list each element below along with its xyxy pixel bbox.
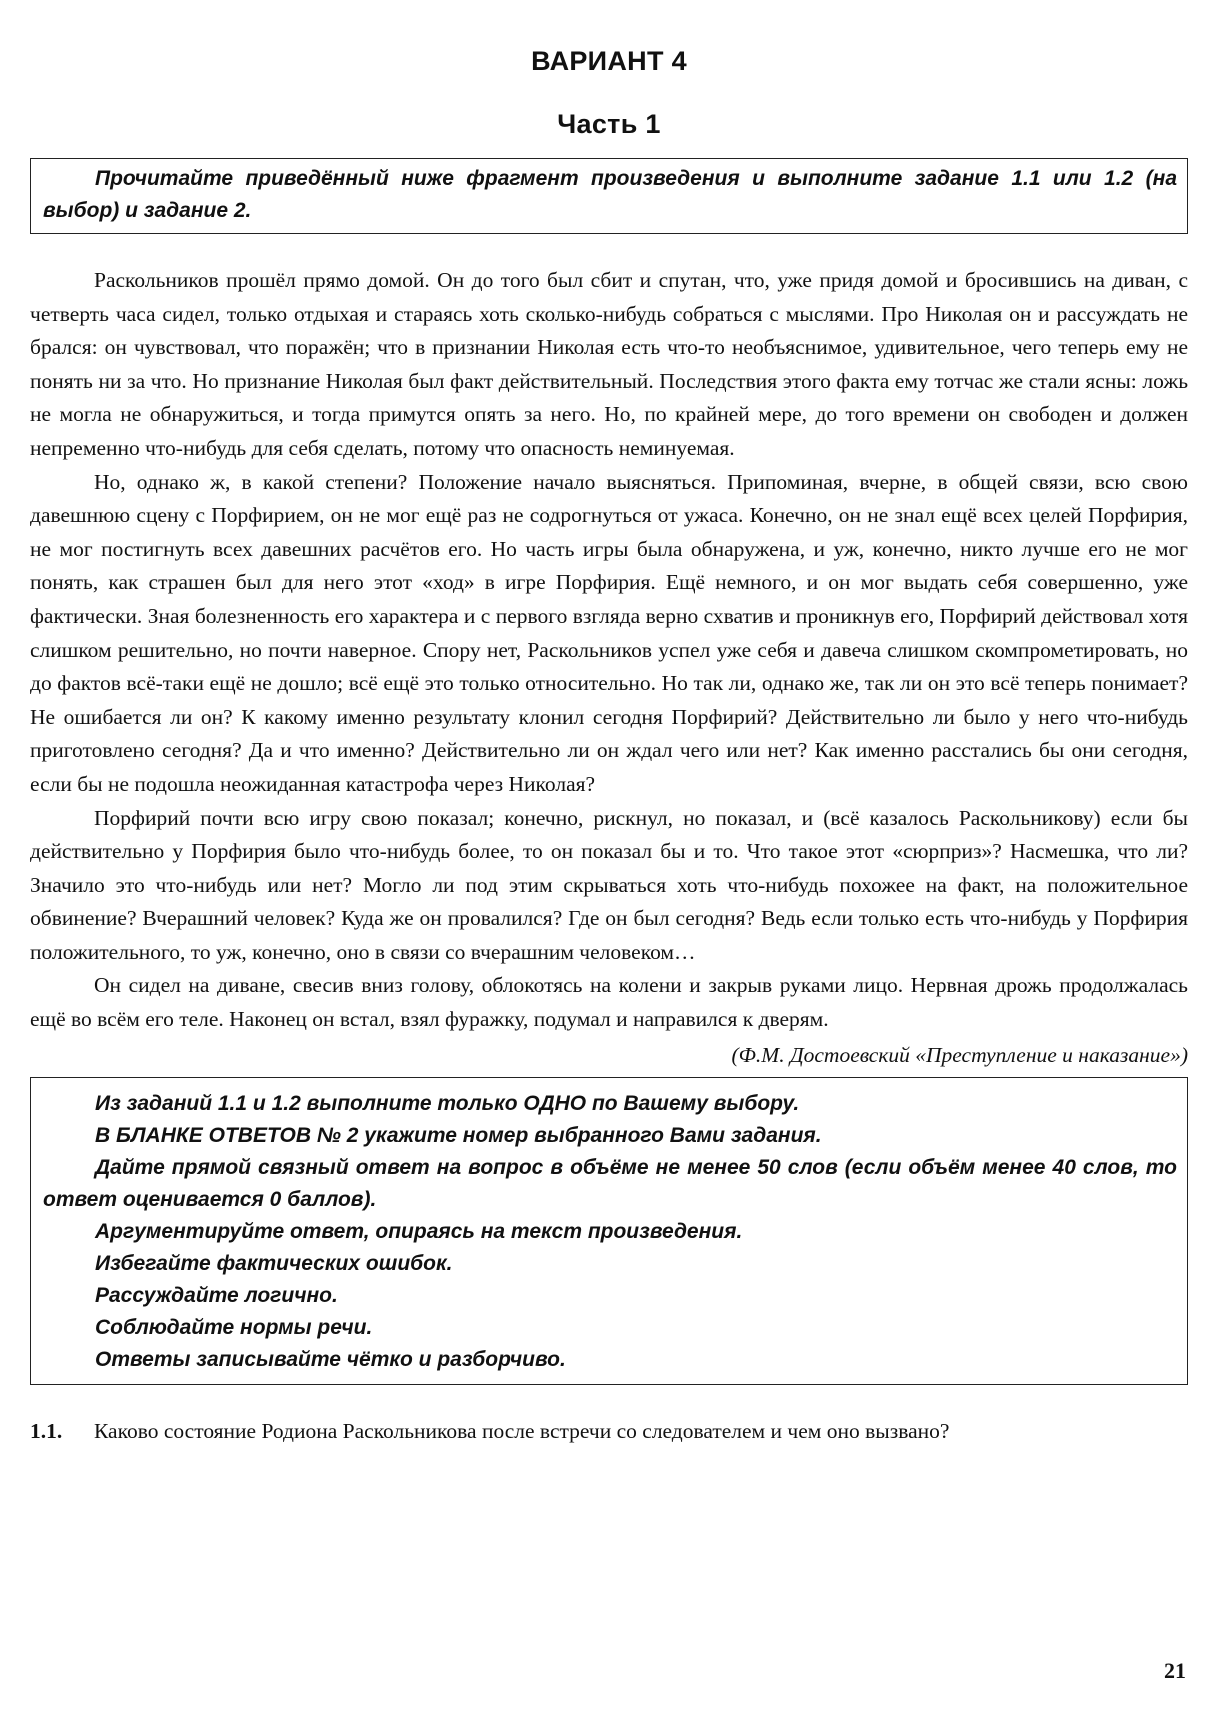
part-heading: Часть 1 [557, 109, 661, 139]
instruction-line: Соблюдайте нормы речи. [95, 1315, 373, 1339]
page-number: 21 [1164, 1658, 1186, 1683]
variant-heading: ВАРИАНТ 4 [531, 46, 687, 76]
task-intro-box: Прочитайте приведённый ниже фрагмент произведения и выполните задание 1.1 или 1.2 (на выбор) и задание 2. [30, 158, 1188, 234]
excerpt-paragraph: Он сидел на диване, свесив вниз голову, облокотясь на колени и закрыв руками лицо. Нервная дрожь продолжалась ещё во всём его теле. Наконец он встал, взял фуражку, подумал и направился к дверям. [30, 973, 1188, 1032]
document-page [30, 36, 1188, 1447]
excerpt-paragraph: Раскольников прошёл прямо домой. Он до того был сбит и спутан, что, уже придя домой и бросившись на диван, с четверть часа сидел, только отдыхая и стараясь хоть сколько-нибудь собраться с мыслями. Про Николая он и рассуждать не брался: он чувствовал, что поражён; что в признании Николая есть что-то необъяснимое, удивительное, чего теперь ему не понять ни за что. Но признание Николая был факт действительный. Последствия этого факта ему тотчас же стали ясны: ложь не могла не обнаружиться, и тогда примутся опять за него. Но, по крайней мере, до того времени он свободен и должен непременно что-нибудь для себя сделать, потому что опасность неминуемая. [30, 268, 1188, 460]
instructions-box [30, 1077, 1188, 1385]
instruction-line: Из заданий 1.1 и 1.2 выполните только ОДНО по Вашему выбору. [95, 1091, 800, 1115]
instruction-line: Рассуждайте логично. [95, 1283, 338, 1307]
instruction-line: Дайте прямой связный ответ на вопрос в объёме не менее 50 слов (если объём менее 40 слов, то ответ оценивается 0 баллов). [43, 1155, 1177, 1211]
question-number: 1.1. [30, 1418, 63, 1443]
excerpt-paragraph: Порфирий почти всю игру свою показал; конечно, рискнул, но показал, и (всё казалось Раскольникову) если бы действительно у Порфирия было что-нибудь более, то он показал бы и то. Что такое этот «сюрприз»? Насмешка, что ли? Значило это что-нибудь или нет? Могло ли под этим скрываться хоть что-нибудь похожее на факт, на положительное обвинение? Вчерашний человек? Куда же он провалился? Где он был сегодня? Ведь если только есть что-нибудь у Порфирия положительного, то уж, конечно, оно в связи со вчерашним человеком… [30, 805, 1188, 964]
instruction-line: В БЛАНКЕ ОТВЕТОВ № 2 укажите номер выбранного Вами задания. [95, 1123, 822, 1147]
excerpt-text [30, 264, 1188, 1037]
question-1-1 [30, 1415, 1188, 1447]
question-text: Каково состояние Родиона Раскольникова после встречи со следователем и чем оно вызвано? [94, 1418, 950, 1443]
instruction-line: Ответы записывайте чётко и разборчиво. [95, 1347, 566, 1371]
excerpt-source: (Ф.М. Достоевский «Преступление и наказание») [731, 1042, 1188, 1067]
instruction-line: Аргументируйте ответ, опираясь на текст произведения. [95, 1219, 743, 1243]
instruction-line: Избегайте фактических ошибок. [95, 1251, 453, 1275]
excerpt-paragraph: Но, однако ж, в какой степени? Положение начало выясняться. Припоминая, вчерне, в общей связи, всю свою давешнюю сцену с Порфирием, он не мог ещё раз не содрогнуться от ужаса. Конечно, он не знал ещё всех целей Порфирия, не мог постигнуть всех давешних расчётов его. Но часть игры была обнаружена, и уж, конечно, никто лучше его не мог понять, как страшен был для него этот «ход» в игре Порфирия. Ещё немного, и он мог выдать себя совершенно, уже фактически. Зная болезненность его характера и с первого взгляда верно схватив и проникнув его, Порфирий действовал хотя слишком решительно, но почти наверное. Спору нет, Раскольников успел уже себя и давеча слишком скомпрометировать, но до фактов всё-таки ещё не дошло; всё ещё это только относительно. Но так ли, однако же, так ли он это всё теперь понимает? Не ошибается ли он? К какому именно результату клонил сегодня Порфирий? Действительно ли было у него что-нибудь приготовлено сегодня? Да и что именно? Действительно ли он ждал чего или нет? Как именно расстались бы они сегодня, если бы не подошла неожиданная катастрофа через Николая? [30, 469, 1188, 796]
